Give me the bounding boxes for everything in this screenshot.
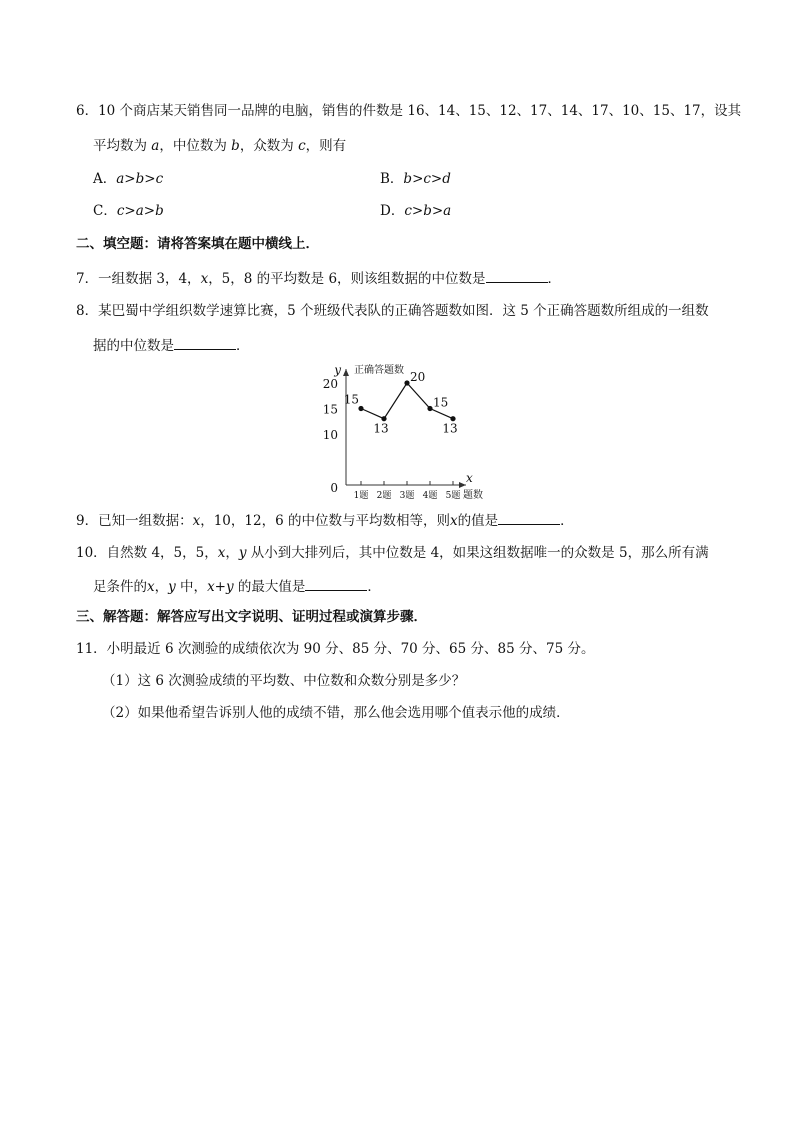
y-axis-arrow <box>343 369 349 376</box>
q11-sub2: （2）如果他希望告诉别人他的成绩不错，那么他会选用哪个值表示他的成绩． <box>102 705 570 721</box>
q8-end: ． <box>236 338 250 354</box>
x-tick-label: 3题 <box>399 491 415 501</box>
q7-line <box>76 268 561 289</box>
q10-line2 <box>93 576 381 597</box>
q9-end: ． <box>560 513 574 529</box>
q10-text: 中， <box>175 579 208 595</box>
q11-sub1: （1）这 6 次测验成绩的平均数、中位数和众数分别是多少？ <box>102 673 466 689</box>
x-axis-arrow <box>459 482 466 488</box>
var-b: b <box>231 138 240 154</box>
var-x: x <box>192 513 201 529</box>
q10-text: 足条件的 <box>93 579 147 595</box>
data-label: 15 <box>433 395 449 410</box>
q6-text: ，中位数为 <box>159 138 232 154</box>
q11-line1: 11．小明最近 6 次测验的成绩依次为 90 分、85 分、70 分、65 分、85 分、75 分。 <box>76 641 595 657</box>
q10-text: 10．自然数 4，5，5， <box>76 545 218 561</box>
data-point <box>404 380 409 385</box>
q6-option-d[interactable] <box>380 201 451 221</box>
q7-text: 7．一组数据 3，4， <box>76 271 201 287</box>
var-y: y <box>168 579 176 595</box>
q10-end: ． <box>367 579 381 595</box>
y-tick-label: 0 <box>330 481 338 495</box>
q9-text: 9．已知一组数据： <box>76 513 193 529</box>
x-tick-label: 5题 <box>445 491 461 501</box>
y-tick-label: 10 <box>322 428 338 442</box>
var-x: x <box>449 513 458 529</box>
data-point <box>358 406 363 411</box>
y-axis-var: y <box>334 363 341 377</box>
q9-text: 的值是 <box>457 513 499 529</box>
q10-text: ， <box>225 545 239 561</box>
var-x: x <box>147 579 155 595</box>
q6-line1: 6．10 个商店某天销售同一品牌的电脑，销售的件数是 16、14、15、12、17、14、17、10、15、17，设其 <box>76 103 742 119</box>
var-a: a <box>151 138 160 154</box>
answer-blank[interactable] <box>174 335 236 350</box>
q6-text: ，众数为 <box>239 138 299 154</box>
q7-end: ． <box>547 271 562 287</box>
answer-blank[interactable] <box>305 576 367 591</box>
expr-x-plus-y: x+y <box>207 579 234 595</box>
y-tick-label: 20 <box>322 377 338 391</box>
y-tick-label: 15 <box>322 402 338 417</box>
q8-line2 <box>93 335 250 356</box>
q10-text: 的最大值是 <box>233 579 306 595</box>
data-point <box>381 416 386 421</box>
option-label: C． <box>93 203 117 219</box>
option-label: D． <box>380 203 405 219</box>
q9-text: ，10，12，6 的中位数与平均数相等，则 <box>200 513 450 529</box>
answer-blank[interactable] <box>486 268 548 283</box>
q7-text: ，5，8 的平均数是 6，则该组数据的中位数是 <box>208 271 486 287</box>
data-point <box>427 406 432 411</box>
q6-line2 <box>93 136 346 156</box>
option-label: B． <box>380 171 404 187</box>
var-c: c <box>298 138 306 154</box>
option-label: A． <box>93 171 117 187</box>
q6-text: 平均数为 <box>93 138 152 154</box>
q8-line1: 8．某巴蜀中学组织数学速算比赛，5 个班级代表队的正确答题数如图．这 5 个正确答题数所组成的一组数 <box>76 303 709 319</box>
q6-text: ，则有 <box>305 138 347 154</box>
var-y: y <box>238 545 247 561</box>
x-axis-label: 题数 <box>463 490 483 501</box>
option-text: a>b>c <box>116 171 164 187</box>
var-x: x <box>200 271 209 287</box>
x-axis-var: x <box>466 471 473 485</box>
section-2-heading: 二、填空题：请将答案填在题中横线上． <box>76 236 319 252</box>
q8-text: 据的中位数是 <box>93 338 174 354</box>
q6-option-a[interactable] <box>93 169 163 189</box>
data-label: 20 <box>410 370 426 384</box>
answer-count-chart <box>320 355 520 505</box>
data-label: 13 <box>442 421 458 436</box>
data-label: 15 <box>343 392 359 407</box>
y-axis-label: 正确答题数 <box>354 365 404 376</box>
x-tick-label: 4题 <box>422 491 438 501</box>
section-3-heading: 三、解答题：解答应写出文字说明、证明过程或演算步骤． <box>76 609 427 625</box>
q10-text: ， <box>154 579 169 595</box>
data-label: 13 <box>373 421 389 436</box>
q6-option-b[interactable] <box>380 169 451 189</box>
answer-blank[interactable] <box>498 510 560 525</box>
q6-option-c[interactable] <box>93 201 164 221</box>
option-text: b>c>d <box>403 171 451 187</box>
q9-line <box>76 510 574 531</box>
x-tick-label: 2题 <box>376 491 392 501</box>
data-point <box>450 416 455 421</box>
q10-line1 <box>76 543 709 563</box>
q10-text: 从小到大排列后，其中位数是 4，如果这组数据唯一的众数是 5，那么所有满 <box>246 545 709 561</box>
x-tick-label: 1题 <box>353 491 369 501</box>
var-x: x <box>217 545 226 561</box>
option-text: c>b>a <box>404 203 452 219</box>
option-text: c>a>b <box>116 203 164 219</box>
